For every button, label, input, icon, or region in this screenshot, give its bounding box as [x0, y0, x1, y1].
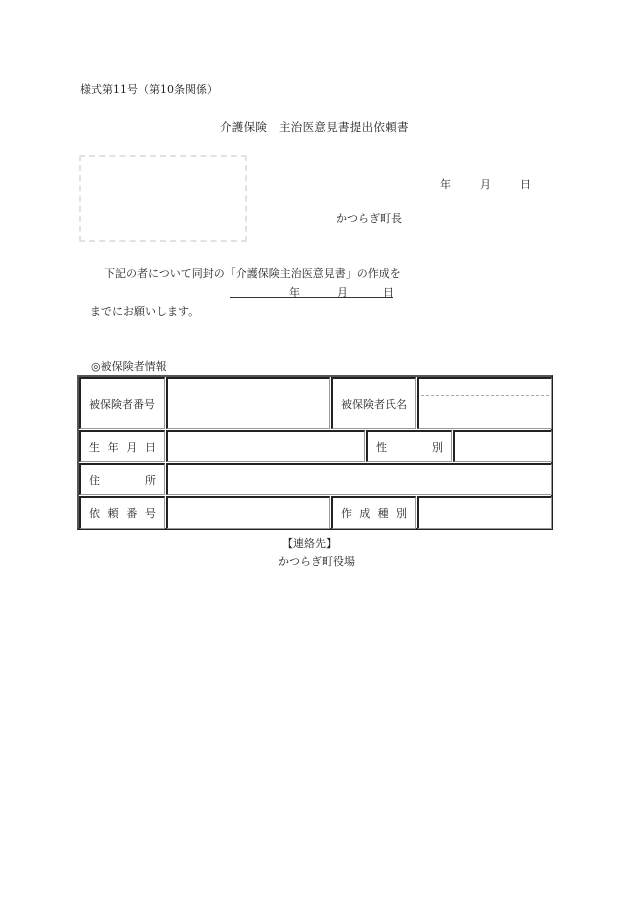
issue-date	[440, 176, 531, 192]
request-number-label: 依 頼 番 号	[79, 496, 165, 529]
address-field[interactable]	[166, 463, 552, 495]
seal-stamp-area	[79, 155, 247, 242]
document-title: 介護保険 主治医意見書提出依頼書	[220, 120, 409, 134]
request-number-field[interactable]	[166, 496, 330, 529]
insured-name-label: 被保険者氏名	[331, 377, 416, 429]
insured-number-label: 被保険者番号	[79, 377, 165, 429]
date-year-label: 年	[440, 178, 451, 191]
request-text-line1: 下記の者について同封の「介護保険主治医意見書」の作成を	[104, 267, 401, 280]
creation-type-field[interactable]	[417, 496, 552, 529]
insured-number-field[interactable]	[166, 377, 330, 429]
sex-label: 性 別	[366, 430, 452, 462]
deadline-date-field[interactable]	[230, 284, 393, 298]
section-heading: ◎被保険者情報	[91, 360, 167, 373]
birthdate-label: 生 年 月 日	[79, 430, 165, 462]
sex-field[interactable]	[453, 430, 552, 462]
deadline-year-label: 年	[289, 286, 300, 299]
birthdate-field[interactable]	[166, 430, 365, 462]
contact-office: かつらぎ町役場	[278, 555, 355, 568]
address-label: 住 所	[79, 463, 165, 495]
insured-name-field[interactable]	[417, 377, 552, 429]
deadline-month-label: 月	[337, 286, 348, 299]
sender-name: かつらぎ町長	[336, 212, 402, 225]
deadline-day-label: 日	[383, 286, 394, 299]
date-day-label: 日	[520, 178, 531, 191]
creation-type-label: 作 成 種 別	[331, 496, 416, 529]
form-number: 様式第11号（第10条関係）	[80, 83, 218, 96]
contact-heading: 【連絡先】	[282, 537, 337, 550]
request-text-line2: までにお願いします。	[90, 305, 200, 318]
furigana-divider	[421, 395, 549, 396]
date-month-label: 月	[480, 178, 491, 191]
